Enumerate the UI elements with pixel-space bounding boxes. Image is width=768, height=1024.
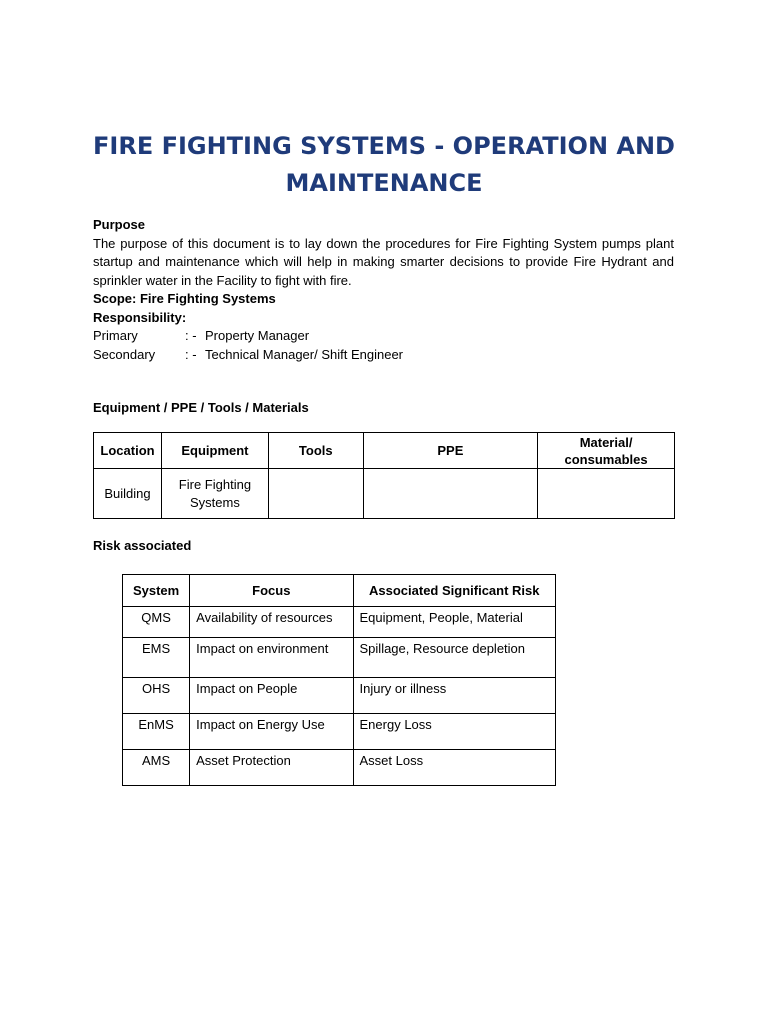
table-row xyxy=(123,714,556,750)
table-header-row xyxy=(123,575,556,607)
header-material: Material/ consumables xyxy=(538,433,675,469)
table-cell: Impact on environment xyxy=(190,638,353,678)
table-cell: Energy Loss xyxy=(353,714,555,750)
table-cell: Fire Fighting Systems xyxy=(161,469,268,519)
table-cell: EMS xyxy=(123,638,190,678)
responsibility-row-secondary xyxy=(93,346,674,365)
responsibility-person: Technical Manager/ Shift Engineer xyxy=(205,346,404,362)
table-row xyxy=(123,750,556,786)
header-location: Location xyxy=(94,433,162,469)
responsibility-row-primary xyxy=(93,327,674,346)
table-cell: QMS xyxy=(123,607,190,638)
header-equipment: Equipment xyxy=(161,433,268,469)
responsibility-role: Secondary xyxy=(93,346,156,362)
table-row xyxy=(123,638,556,678)
header-ppe: PPE xyxy=(363,433,537,469)
table-cell xyxy=(268,469,363,519)
table-cell: Asset Loss xyxy=(353,750,555,786)
table-cell: Building xyxy=(94,469,162,519)
document-body xyxy=(93,216,674,418)
risk-table xyxy=(122,574,556,786)
responsibility-role: Primary xyxy=(93,328,138,343)
table-cell: Equipment, People, Material xyxy=(353,607,555,638)
table-cell: Impact on Energy Use xyxy=(190,714,353,750)
purpose-heading: Purpose xyxy=(93,217,146,232)
table-row xyxy=(123,607,556,638)
table-cell xyxy=(363,469,537,519)
responsibility-separator: : - xyxy=(185,346,197,362)
table-cell xyxy=(538,469,675,519)
table-cell: EnMS xyxy=(123,714,190,750)
header-focus: Focus xyxy=(190,575,353,607)
equipment-table xyxy=(93,432,675,519)
table-cell: OHS xyxy=(123,678,190,714)
purpose-text: The purpose of this document is to lay down the procedures for Fire Fighting System pumps plant startup and maintenance which will help in making smarter decisions to provide Fire Hydrant and sprinkler water in the Facility to fight with fire. xyxy=(93,235,674,288)
table-row xyxy=(123,678,556,714)
risk-heading: Risk associated xyxy=(93,538,192,553)
responsibility-separator: : - xyxy=(185,328,197,343)
header-tools: Tools xyxy=(268,433,363,469)
table-cell: Impact on People xyxy=(190,678,353,714)
table-row xyxy=(94,469,675,519)
responsibility-heading: Responsibility: xyxy=(93,309,187,325)
header-system: System xyxy=(123,575,190,607)
table-cell: AMS xyxy=(123,750,190,786)
table-cell: Asset Protection xyxy=(190,750,353,786)
table-cell: Injury or illness xyxy=(353,678,555,714)
table-cell: Availability of resources xyxy=(190,607,353,638)
equipment-heading: Equipment / PPE / Tools / Materials xyxy=(93,400,309,415)
responsibility-person: Property Manager xyxy=(205,328,310,343)
table-cell: Spillage, Resource depletion xyxy=(353,638,555,678)
scope-line: Scope: Fire Fighting Systems xyxy=(93,291,276,306)
table-header-row xyxy=(94,433,675,469)
header-risk: Associated Significant Risk xyxy=(353,575,555,607)
document-title: FIRE FIGHTING SYSTEMS - OPERATION AND MAINTENANCE xyxy=(93,132,675,197)
